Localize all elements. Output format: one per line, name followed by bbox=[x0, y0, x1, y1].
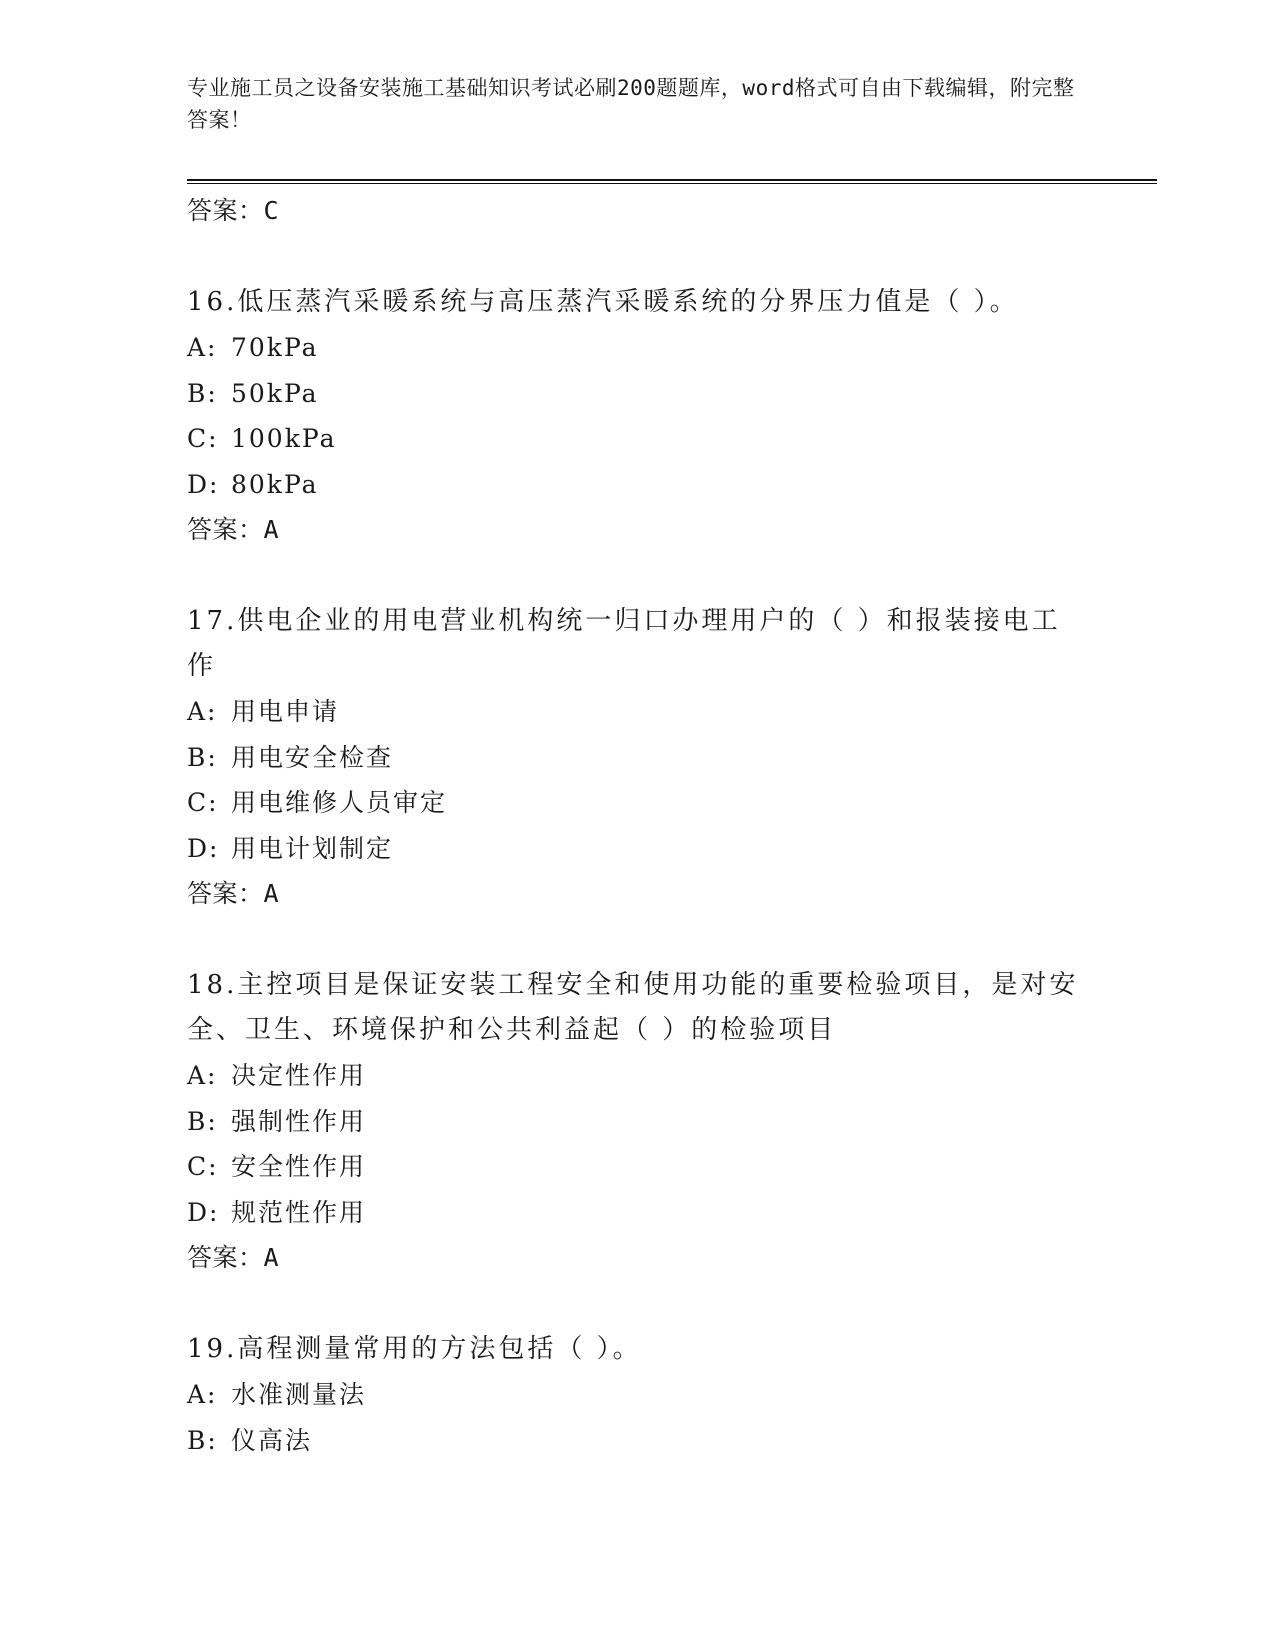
question-17 bbox=[187, 599, 1087, 917]
spacer bbox=[187, 1281, 1087, 1327]
answer-label: 答案： bbox=[187, 1243, 264, 1272]
question-stem: 19.高程测量常用的方法包括（ ）。 bbox=[187, 1334, 642, 1364]
option-b bbox=[187, 735, 1087, 781]
question-stem: 16.低压蒸汽采暖系统与高压蒸汽采暖系统的分界压力值是（ ）。 bbox=[187, 287, 1019, 317]
option-text: 规范性作用 bbox=[231, 1197, 367, 1227]
spacer bbox=[187, 917, 1087, 963]
answer-line bbox=[187, 1235, 1087, 1281]
option-d bbox=[187, 1190, 1087, 1236]
option-text: 决定性作用 bbox=[231, 1061, 367, 1090]
answer-line bbox=[187, 871, 1087, 917]
option-text: 70kPa bbox=[231, 333, 319, 362]
option-text: 安全性作用 bbox=[231, 1152, 367, 1181]
document-page bbox=[187, 0, 1157, 1650]
option-c bbox=[187, 780, 1087, 826]
answer-line bbox=[187, 507, 1087, 553]
option-d bbox=[187, 462, 1087, 508]
option-letter: B: bbox=[187, 378, 218, 408]
option-letter: D: bbox=[187, 1197, 220, 1227]
option-text: 仪高法 bbox=[231, 1425, 313, 1455]
document-header-text: 专业施工员之设备安装施工基础知识考试必刷200题题库，word格式可自由下载编辑，附完整答案！ bbox=[187, 76, 1075, 132]
spacer bbox=[187, 234, 1087, 280]
option-text: 用电计划制定 bbox=[231, 833, 394, 863]
option-text: 用电安全检查 bbox=[231, 742, 394, 772]
option-b bbox=[187, 1418, 1087, 1464]
option-a bbox=[187, 689, 1087, 735]
option-letter: D: bbox=[187, 469, 220, 499]
answer-label: 答案： bbox=[187, 515, 264, 544]
option-text: 用电申请 bbox=[231, 697, 340, 726]
answer-label: 答案： bbox=[187, 196, 264, 225]
answer-value: A bbox=[263, 515, 280, 544]
option-text: 50kPa bbox=[231, 378, 319, 408]
option-letter: A: bbox=[187, 697, 218, 726]
option-c bbox=[187, 416, 1087, 462]
option-a bbox=[187, 1372, 1087, 1418]
spacer bbox=[187, 553, 1087, 599]
header-divider bbox=[187, 179, 1157, 184]
question-19 bbox=[187, 1327, 1087, 1463]
question-stem: 18.主控项目是保证安装工程安全和使用功能的重要检验项目，是对安全、卫生、环境保护和公共利益起（ ）的检验项目 bbox=[187, 970, 1079, 1045]
option-letter: A: bbox=[187, 1061, 218, 1090]
question-stem: 17.供电企业的用电营业机构统一归口办理用户的（ ）和报装接电工作 bbox=[187, 606, 1061, 681]
option-text: 100kPa bbox=[231, 424, 337, 453]
answer-label: 答案： bbox=[187, 879, 264, 908]
answer-value: C bbox=[263, 196, 280, 225]
answer-line bbox=[187, 188, 1087, 234]
question-list bbox=[187, 188, 1087, 1463]
option-letter: C: bbox=[187, 424, 219, 453]
option-letter: B: bbox=[187, 1425, 218, 1455]
option-letter: A: bbox=[187, 1380, 218, 1409]
option-d bbox=[187, 826, 1087, 872]
option-letter: B: bbox=[187, 742, 218, 772]
option-b bbox=[187, 371, 1087, 417]
option-letter: D: bbox=[187, 833, 220, 863]
option-text: 强制性作用 bbox=[231, 1106, 367, 1136]
option-text: 80kPa bbox=[231, 469, 319, 499]
option-letter: C: bbox=[187, 1152, 219, 1181]
question-18 bbox=[187, 963, 1087, 1281]
option-text: 用电维修人员审定 bbox=[231, 788, 448, 817]
option-a bbox=[187, 1053, 1087, 1099]
answer-value: A bbox=[263, 879, 280, 908]
option-text: 水准测量法 bbox=[231, 1380, 367, 1409]
option-letter: A: bbox=[187, 333, 218, 362]
option-c bbox=[187, 1144, 1087, 1190]
question-16 bbox=[187, 280, 1087, 553]
option-letter: B: bbox=[187, 1106, 218, 1136]
option-letter: C: bbox=[187, 788, 219, 817]
option-b bbox=[187, 1099, 1087, 1145]
answer-value: A bbox=[263, 1243, 280, 1272]
option-a bbox=[187, 325, 1087, 371]
